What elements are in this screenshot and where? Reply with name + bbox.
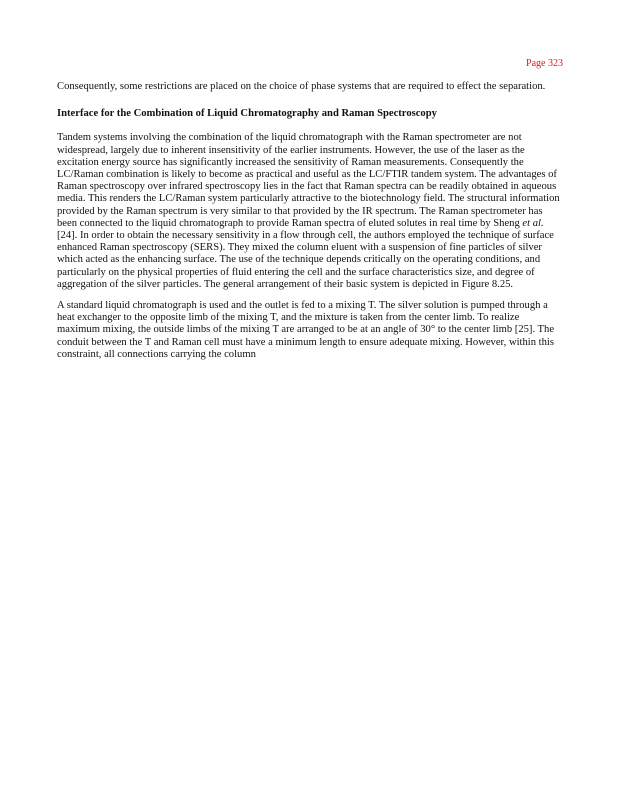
page-number: Page 323 bbox=[526, 58, 563, 69]
intro-paragraph: Consequently, some restrictions are placed on the choice of phase systems that are required to effect the separation. bbox=[57, 81, 546, 92]
citation-et-al: et al. bbox=[522, 217, 544, 229]
paragraph-1-text-b: [24]. In order to obtain the necessary sensitivity in a flow through cell, the authors employed the technique of surface enhanced Raman spectroscopy (SERS). They mixed the column eluent with a suspension of fine particles of silver which acted as the enhancing surface. The use of the technique depends critically on the operating conditions, and particularly on the physical properties of fluid entering the cell and the surface characteristics size, and degree of aggregation of the silver particles. The general arrangement of their basic system is depicted in Figure 8.25. bbox=[57, 230, 554, 290]
body-paragraph-2: A standard liquid chromatograph is used and the outlet is fed to a mixing T. The silver solution is pumped through a heat exchanger to the opposite limb of the mixing T, and the mixture is taken from the center limb. To realize maximum mixing, the outside limbs of the mixing T are arranged to be at an angle of 30° to the center limb [25]. The conduit between the T and Raman cell must have a minimum length to ensure adequate mixing. However, within this constraint, all connections carrying the column bbox=[57, 300, 555, 360]
page-content bbox=[57, 81, 563, 361]
body-paragraph-1 bbox=[57, 132, 563, 291]
section-heading: Interface for the Combination of Liquid Chromatography and Raman Spectroscopy bbox=[57, 108, 437, 120]
paragraph-1-text-a: Tandem systems involving the combination of the liquid chromatograph with the Raman spectrometer are not widespread, largely due to inherent insensitivity of the earlier instruments. However, the use of the laser as the excitation energy source has significantly increased the sensitivity of Raman measurements. Consequently the LC/Raman combination is likely to become as practical and useful as the LC/FTIR tandem system. The advantages of Raman spectroscopy over infrared spectroscopy lies in the fact that Raman spectra can be readily obtained in aqueous media. This renders the LC/Raman system particularly attractive to the biotechnology field. The structural information provided by the Raman spectrum is very similar to that provided by the IR spectrum. The Raman spectrometer has been connected to the liquid chromatograph to provide Raman spectra of eluted solutes in real time by Sheng bbox=[57, 132, 560, 229]
